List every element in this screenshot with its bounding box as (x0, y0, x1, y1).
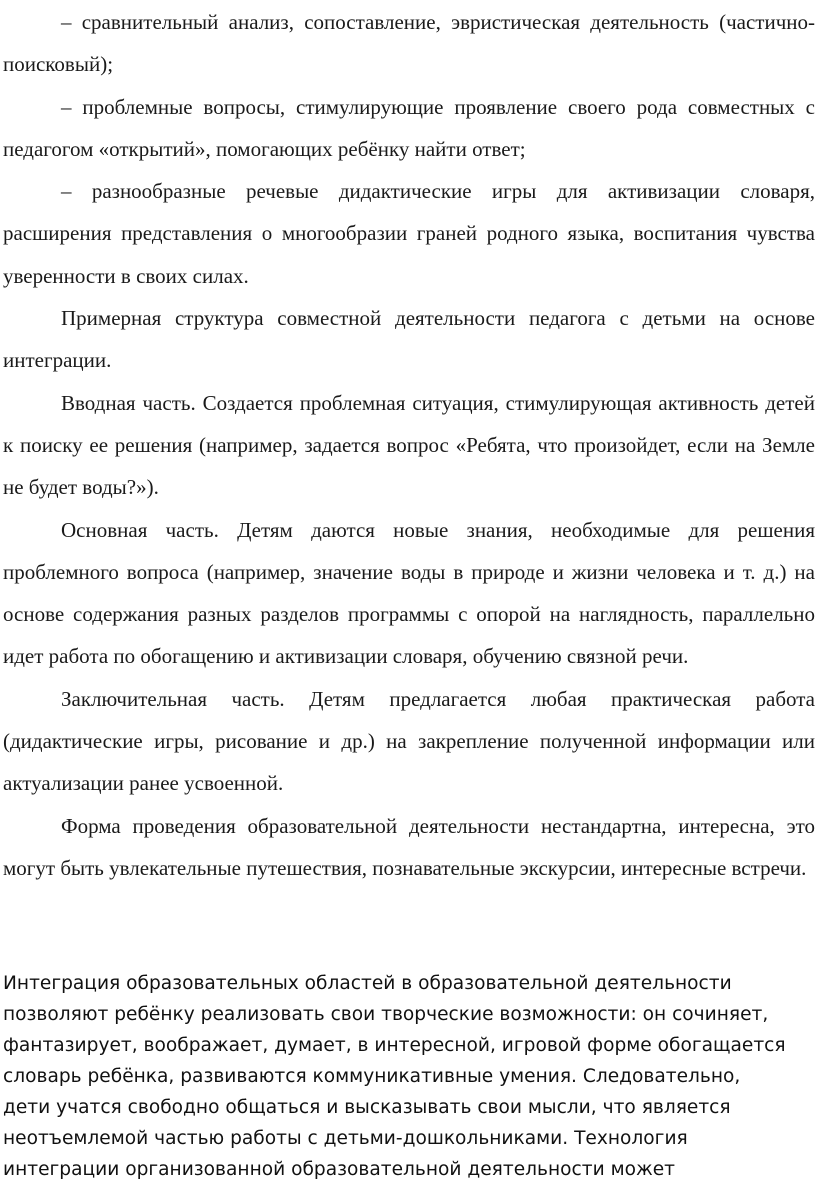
paragraph-activity-form: Форма проведения образовательной деятельности нестандартна, интересна, это могут быть увлекательные путешествия, познавательные экскурсии, интересные встречи. (3, 813, 815, 880)
sans-line: Интеграция образовательных областей в образовательной деятельности (3, 973, 732, 994)
sans-line: позволяют ребёнку реализовать свои творческие возможности: он сочиняет, (3, 1004, 769, 1025)
paragraph-introductory-part: Вводная часть. Создается проблемная ситуация, стимулирующая активность детей к поиску ее решения (например, задается вопрос «Ребята, что произойдет, если на Земле не будет воды?»). (3, 390, 815, 500)
paragraph-structure-intro: Примерная структура совместной деятельности педагога с детьми на основе интеграции. (3, 306, 815, 373)
paragraph-speech-games: – разнообразные речевые дидактические игры для активизации словаря, расширения представления о многообразии граней родного языка, воспитания чувства уверенности в своих силах. (3, 179, 815, 288)
paragraph-main-part: Основная часть. Детям даются новые знания, необходимые для решения проблемного вопроса (например, значение воды в природе и жизни человека и т. д.) на основе содержания разных разделов программы с опорой на наглядность, параллельно идет работа по обогащению и активизации словаря, обучению связной речи. (3, 517, 815, 669)
sans-line: интеграции организованной образовательной деятельности может (3, 1159, 675, 1180)
serif-text-block (3, 1, 815, 889)
sans-line: словарь ребёнка, развиваются коммуникативные умения. Следовательно, (3, 1066, 741, 1087)
paragraph-comparative-analysis: – сравнительный анализ, сопоставление, эвристическая деятельность (частично-поисковый); (3, 10, 815, 77)
paragraph-final-part: Заключительная часть. Детям предлагается любая практическая работа (дидактические игры, рисование и др.) на закрепление полученной информации или актуализации ранее усвоенной. (3, 686, 815, 796)
sans-line: дети учатся свободно общаться и высказывать свои мысли, что является (3, 1097, 731, 1118)
paragraph-problem-questions: – проблемные вопросы, стимулирующие проявление своего рода совместных с педагогом «открытий», помогающих ребёнку найти ответ; (3, 94, 815, 161)
sans-line: фантазирует, воображает, думает, в интересной, игровой форме обогащается (3, 1035, 786, 1056)
sans-line: неотъемлемой частью работы с детьми-дошкольниками. Технология (3, 1128, 688, 1149)
sans-text-block (3, 968, 815, 1185)
